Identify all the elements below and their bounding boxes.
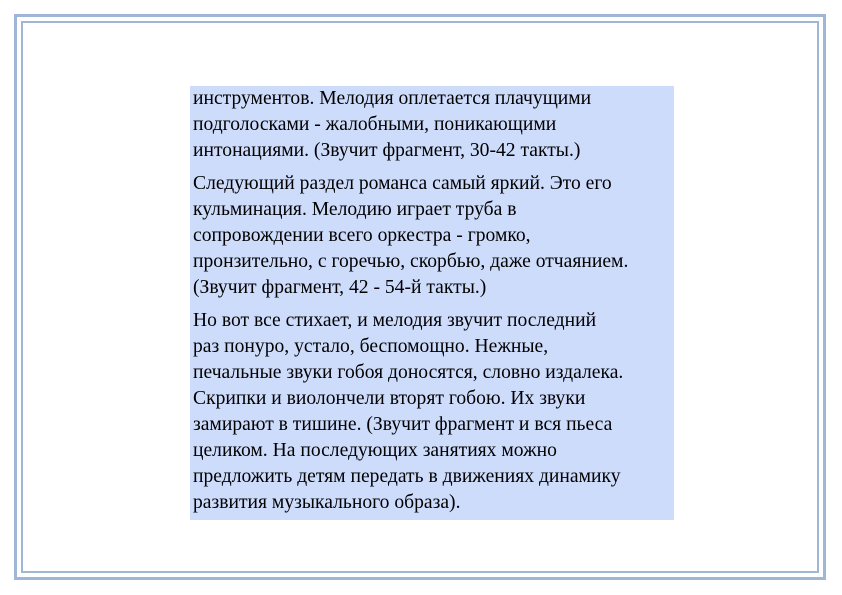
paragraph-3 [193,308,672,516]
paragraph-1 [193,86,672,164]
text-line: (Звучит фрагмент, 42 - 54-й такты.) [193,277,487,298]
text-line: инструментов. Мелодия оплетается плачущими [193,88,592,109]
text-line: печальные звуки гобоя доносятся, словно издалека. [193,362,624,383]
text-line: целиком. На последующих занятиях можно [193,440,557,461]
text-line: сопровождении всего оркестра - громко, [193,225,531,246]
text-line: предложить детям передать в движениях динамику [193,466,621,487]
text-line: пронзительно, с горечью, скорбью, даже отчаянием. [193,251,629,272]
text-line: кульминация. Мелодию играет труба в [193,199,517,220]
text-line: Скрипки и виолончели вторят гобою. Их звуки [193,388,586,409]
text-line: интонациями. (Звучит фрагмент, 30-42 такты.) [193,140,581,161]
text-line: подголосками - жалобными, поникающими [193,114,557,135]
text-line: раз понуро, устало, беспомощно. Нежные, [193,336,549,357]
paragraph-2 [193,171,672,301]
text-line: замирают в тишине. (Звучит фрагмент и вся пьеса [193,414,613,435]
text-line: Но вот все стихает, и мелодия звучит последний [193,310,597,331]
text-line: развития музыкального образа). [193,492,461,513]
text-block [190,86,674,520]
text-line: Следующий раздел романса самый яркий. Это его [193,173,612,194]
